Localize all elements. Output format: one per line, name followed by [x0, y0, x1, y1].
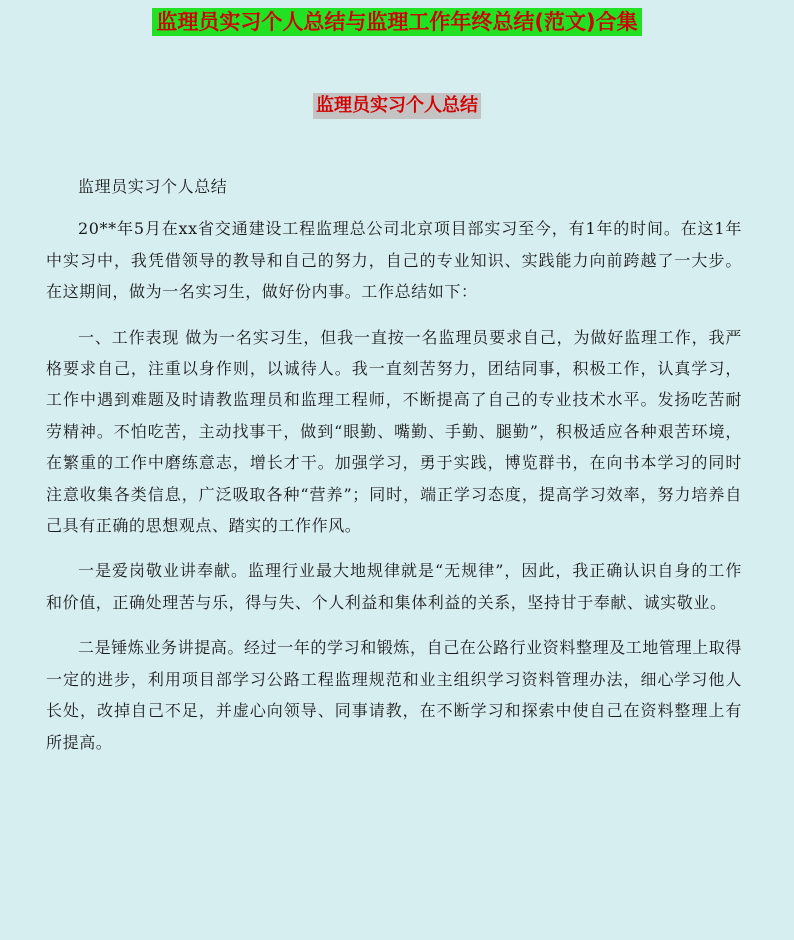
intro-paragraph: 20**年5月在xx省交通建设工程监理总公司北京项目部实习至今，有1年的时间。在这1年中实习中，我凭借领导的教导和自己的努力，自己的专业知识、实践能力向前跨越了一大步。在这期间，做为一名实习生，做好份内事。工作总结如下：	[46, 219, 742, 302]
section-title-container	[0, 93, 794, 119]
document-body	[46, 171, 742, 772]
body-heading-paragraph: 监理员实习个人总结	[78, 177, 228, 196]
document-title: 监理员实习个人总结与监理工作年终总结(范文)合集	[152, 8, 641, 36]
skills-improvement-paragraph: 二是锤炼业务讲提高。经过一年的学习和锻炼，自己在公路行业资料整理及工地管理上取得一定的进步，利用项目部学习公路工程监理规范和业主组织学习资料管理办法，细心学习他人长处，改掉自己不足，并虚心向领导、同事请教，在不断学习和探索中使自己在资料整理上有所提高。	[46, 638, 743, 752]
work-performance-paragraph: 一、工作表现 做为一名实习生，但我一直按一名监理员要求自己，为做好监理工作，我严格要求自己，注重以身作则，以诚待人。我一直刻苦努力，团结同事，积极工作，认真学习，工作中遇到难题及时请教监理员和监理工程师，不断提高了自己的专业技术水平。发扬吃苦耐劳精神。不怕吃苦，主动找事干，做到“眼勤、嘴勤、手勤、腿勤”，积极适应各种艰苦环境，在繁重的工作中磨练意志，增长才干。加强学习，勇于实践，博览群书，在向书本学习的同时注意收集各类信息，广泛吸取各种“营养”；同时，端正学习态度，提高学习效率，努力培养自己具有正确的思想观点、踏实的工作作风。	[46, 327, 742, 536]
dedication-paragraph: 一是爱岗敬业讲奉献。监理行业最大地规律就是“无规律”，因此，我正确认识自身的工作和价值，正确处理苦与乐，得与失、个人利益和集体利益的关系，坚持甘于奉献、诚实敬业。	[46, 561, 742, 612]
section-title: 监理员实习个人总结	[313, 93, 481, 119]
document-title-container	[0, 8, 794, 36]
